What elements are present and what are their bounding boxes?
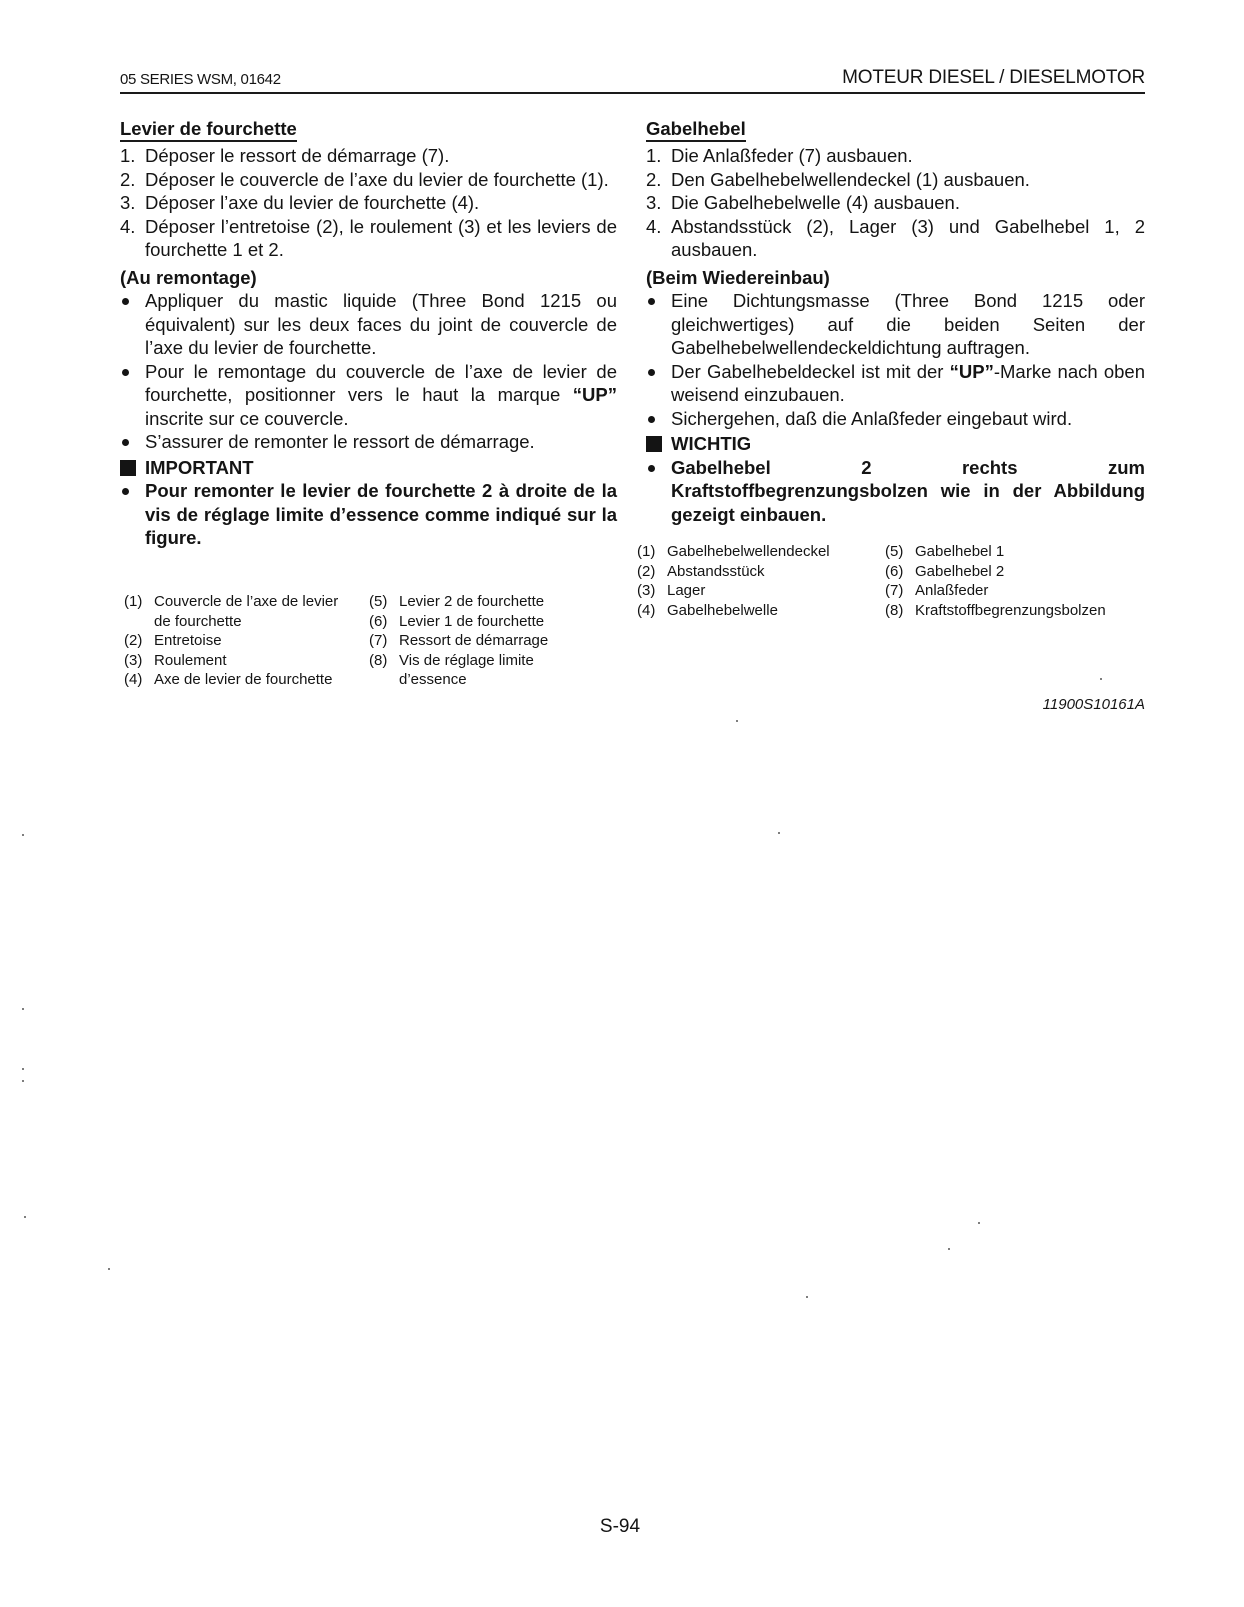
- german-important-text: Gabelhebel 2 rechts zum Kraftstoffbegrenzungsbolzen wie in der Abbildung gezeigt einbauen.: [646, 456, 1145, 527]
- german-step: 3. Die Gabelhebelwelle (4) ausbauen.: [646, 192, 960, 213]
- legend-item: (1) Couvercle de l’axe de levier de fourchette: [124, 593, 339, 630]
- scan-speck: [778, 832, 780, 834]
- french-bullet: S’assurer de remonter le ressort de démarrage.: [120, 430, 617, 454]
- scan-speck: [1100, 678, 1102, 680]
- french-important-list: [120, 479, 617, 550]
- legend-item: (7) Ressort de démarrage: [369, 632, 549, 649]
- bullet-icon: [122, 369, 129, 376]
- french-steps: [120, 144, 617, 262]
- column-french: [120, 117, 617, 550]
- german-step: 2. Den Gabelhebelwellendeckel (1) ausbauen.: [646, 168, 1030, 190]
- french-step: 2. Déposer le couvercle de l’axe du levier de fourchette (1).: [120, 168, 609, 190]
- scan-speck: [22, 1008, 24, 1010]
- scan-speck: [22, 834, 24, 836]
- bullet-icon: [648, 465, 655, 472]
- warning-square-icon: [646, 436, 662, 452]
- bullet-icon: [122, 488, 129, 495]
- legend-item: (4) Gabelhebelwelle: [637, 601, 778, 619]
- german-step: 1. Die Anlaßfeder (7) ausbauen.: [646, 145, 913, 166]
- french-step: 1. Déposer le ressort de démarrage (7).: [120, 145, 450, 166]
- warning-square-icon: [120, 460, 136, 476]
- scan-speck: [108, 1268, 110, 1270]
- bullet-icon: [122, 439, 129, 446]
- german-legend-left: [637, 542, 877, 620]
- legend-item: (4) Axe de levier de fourchette: [124, 671, 333, 688]
- section-title: MOTEUR DIESEL / DIESELMOTOR: [842, 67, 1145, 88]
- legend-item: (2) Entretoise: [124, 632, 222, 649]
- german-title: Gabelhebel: [646, 117, 1145, 142]
- legend-item: (6) Levier 1 de fourchette: [369, 612, 545, 630]
- scan-speck: [22, 1080, 24, 1082]
- french-step: 3. Déposer l’axe du levier de fourchette (4).: [120, 192, 480, 213]
- bullet-icon: [648, 369, 655, 376]
- german-legend-right: [885, 542, 1145, 620]
- scan-speck: [978, 1222, 980, 1224]
- french-important-text: Pour remonter le levier de fourchette 2 à droite de la vis de réglage limite d’essence comme indiqué sur la figure.: [120, 479, 617, 550]
- legend-item: (3) Lager: [637, 582, 706, 599]
- legend-item: (5) Levier 2 de fourchette: [369, 593, 545, 610]
- french-bullet: Pour le remontage du couvercle de l’axe de levier de fourchette, positionner vers le haut la marque “UP” inscrite sur ce couvercle.: [120, 360, 617, 431]
- german-reassembly-title: (Beim Wiedereinbau): [646, 266, 830, 288]
- french-bullets: [120, 289, 617, 454]
- german-bullet: Eine Dichtungsmasse (Three Bond 1215 oder gleichwertiges) auf die beiden Seiten der Gabelhebelwellendeckeldichtung auftragen.: [646, 289, 1145, 360]
- german-bullet: Der Gabelhebeldeckel ist mit der “UP”-Marke nach oben weisend einzubauen.: [646, 360, 1145, 407]
- bullet-icon: [122, 298, 129, 305]
- german-steps: [646, 144, 1145, 262]
- scan-speck: [806, 1296, 808, 1298]
- page-header: [120, 66, 1145, 94]
- french-important-label: IMPORTANT: [120, 456, 617, 480]
- legend-item: (7) Anlaßfeder: [885, 582, 989, 599]
- manual-id: 05 SERIES WSM, 01642: [120, 71, 281, 88]
- french-title: Levier de fourchette: [120, 117, 617, 142]
- legend-item: (8) Kraftstoffbegrenzungsbolzen: [885, 601, 1106, 619]
- german-important-list: [646, 456, 1145, 527]
- scan-speck: [24, 1216, 26, 1218]
- bullet-icon: [648, 298, 655, 305]
- french-bullet: Appliquer du mastic liquide (Three Bond 1215 ou équivalent) sur les deux faces du joint de couvercle de l’axe du levier de fourchette.: [120, 289, 617, 360]
- legend-item: (2) Abstandsstück: [637, 562, 765, 580]
- legend-item: (1) Gabelhebelwellendeckel: [637, 543, 830, 560]
- column-german: [646, 117, 1145, 526]
- scan-speck: [22, 1068, 24, 1070]
- scan-speck: [736, 720, 738, 722]
- legend-item: (6) Gabelhebel 2: [885, 562, 1005, 580]
- legend-item: (3) Roulement: [124, 651, 227, 669]
- german-bullet: Sichergehen, daß die Anlaßfeder eingebaut wird.: [646, 407, 1145, 431]
- german-bullets: [646, 289, 1145, 430]
- german-step: 4. Abstandsstück (2), Lager (3) und Gabelhebel 1, 2 ausbauen.: [646, 215, 1145, 260]
- german-important-label: WICHTIG: [646, 432, 1145, 456]
- legend-item: (8) Vis de réglage limite d’essence: [369, 651, 534, 688]
- french-legend-left: [124, 592, 354, 690]
- french-reassembly-title: (Au remontage): [120, 266, 257, 288]
- scan-speck: [948, 1248, 950, 1250]
- french-legend-right: [369, 592, 584, 690]
- figure-reference: 11900S10161A: [1042, 696, 1145, 713]
- legend-item: (5) Gabelhebel 1: [885, 543, 1005, 560]
- french-step: 4. Déposer l’entretoise (2), le roulement (3) et les leviers de fourchette 1 et 2.: [120, 215, 617, 260]
- bullet-icon: [648, 416, 655, 423]
- page-number: S-94: [599, 1516, 641, 1537]
